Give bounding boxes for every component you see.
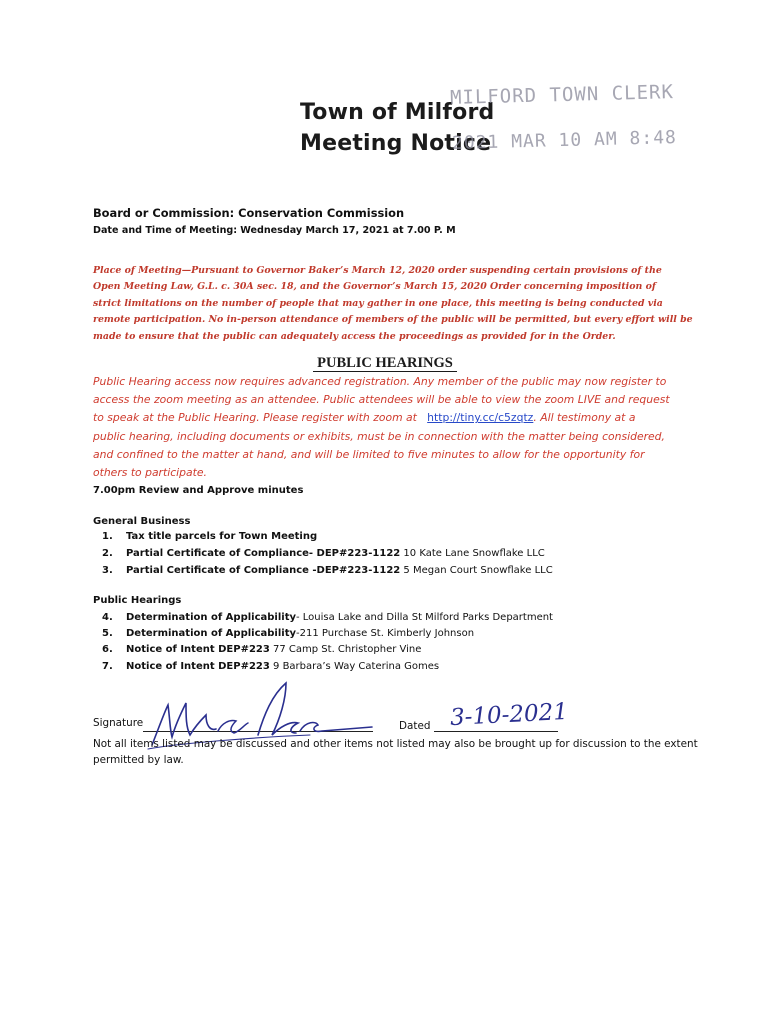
item-number: 5.	[102, 628, 113, 639]
item-detail: -211 Purchase St. Kimberly Johnson	[296, 628, 475, 639]
ph-line: Public Hearing access now requires advanced registration. Any member of the public may now register to	[93, 375, 667, 388]
public-hearings-list-heading: Public Hearings	[93, 595, 182, 606]
place-line: Place of Meeting—Pursuant to Governor Baker’s March 12, 2020 order suspending certain provisions of the	[93, 265, 662, 276]
ph-line: public hearing, including documents or exhibits, must be in connection with the matter being considered,	[93, 429, 665, 443]
list-item	[102, 565, 553, 576]
item-number: 7.	[102, 661, 113, 672]
meeting-notice-title: Meeting Notice	[300, 131, 492, 156]
item-label: Tax title parcels for Town Meeting	[126, 531, 318, 542]
town-title: Town of Milford	[300, 100, 495, 125]
item-number: 6.	[102, 644, 113, 655]
place-line: Open Meeting Law, G.L. c. 30A sec. 18, and the Governor’s March 15, 2020 Order concerning imposition of	[93, 281, 656, 293]
item-label: Notice of Intent DEP#223	[126, 644, 270, 655]
ph-line	[93, 409, 693, 427]
ph-line: others to participate.	[93, 466, 207, 480]
place-line: remote participation. No in-person attendance of members of the public will be permitted, but every effort will be	[93, 314, 693, 326]
board-label: Board or Commission:	[93, 206, 235, 220]
item-label: Determination of Applicability	[126, 628, 296, 639]
public-hearings-paragraph	[93, 373, 693, 482]
ph-line: and confined to the matter at hand, and will be limited to five minutes to allow for the opportunity for	[93, 447, 645, 461]
clerk-stamp-line1: MILFORD TOWN CLERK	[449, 81, 675, 109]
footer-note-line2: permitted by law.	[93, 754, 184, 766]
signature-stroke	[218, 720, 248, 733]
date-label: Date and Time of Meeting:	[93, 225, 238, 236]
list-item	[102, 531, 317, 542]
item-number: 2.	[102, 548, 113, 559]
list-item	[102, 612, 553, 623]
footer-note-line1: Not all items listed may be discussed and other items not listed may also be brought up for discussion to the extent	[93, 738, 698, 750]
review-minutes-line: 7.00pm Review and Approve minutes	[93, 485, 304, 496]
item-detail: 9 Barbara’s Way Caterina Gomes	[269, 661, 440, 672]
item-number: 3.	[102, 565, 113, 576]
item-number: 4.	[102, 612, 113, 623]
place-line: strict limitations on the number of people that may gather in one place, this meeting is being conducted via	[93, 297, 663, 309]
heading-underline	[313, 371, 457, 372]
public-hearings-heading: PUBLIC HEARINGS	[317, 355, 453, 371]
signature-stroke	[300, 723, 372, 732]
signature-label: Signature	[93, 717, 144, 729]
ph-line-text: . All testimony at a	[533, 411, 636, 425]
ph-line: access the zoom meeting as an attendee. Public attendees will be able to view the zoom LIVE and request	[93, 393, 670, 407]
dated-line	[434, 731, 558, 732]
board-value: Conservation Commission	[238, 206, 405, 220]
item-label: Notice of Intent DEP#223	[126, 661, 270, 672]
date-value: Wednesday March 17, 2021 at 7.00 P. M	[240, 225, 456, 236]
date-time-line	[93, 225, 456, 236]
item-label: Partial Certificate of Compliance- DEP#223-1122	[126, 548, 401, 559]
ph-line-text: to speak at the Public Hearing. Please register with zoom at	[93, 411, 417, 425]
item-detail: 10 Kate Lane Snowflake LLC	[400, 548, 545, 559]
signature-stroke	[258, 683, 298, 735]
general-business-heading: General Business	[93, 516, 191, 527]
zoom-registration-link[interactable]: http://tiny.cc/c5zqtz	[427, 411, 534, 425]
list-item	[102, 548, 545, 559]
list-item	[102, 644, 421, 655]
place-line: made to ensure that the public can adequately access the proceedings as provided for in the Order.	[93, 330, 616, 342]
dated-label: Dated	[399, 720, 431, 732]
item-number: 1.	[102, 531, 113, 542]
item-detail: 77 Camp St. Christopher Vine	[269, 644, 422, 655]
item-label: Partial Certificate of Compliance -DEP#223-1122	[126, 565, 401, 576]
list-item	[102, 661, 439, 672]
item-detail: - Louisa Lake and Dilla St Milford Parks Department	[296, 612, 553, 623]
place-of-meeting-paragraph	[93, 263, 693, 345]
item-detail: 5 Megan Court Snowflake LLC	[400, 565, 553, 576]
board-line	[93, 206, 404, 220]
handwritten-date: 3-10-2021	[449, 698, 569, 732]
item-label: Determination of Applicability	[126, 612, 296, 623]
list-item	[102, 628, 474, 639]
clerk-stamp-line2: 2021 MAR 10 AM 8:48	[451, 127, 678, 154]
